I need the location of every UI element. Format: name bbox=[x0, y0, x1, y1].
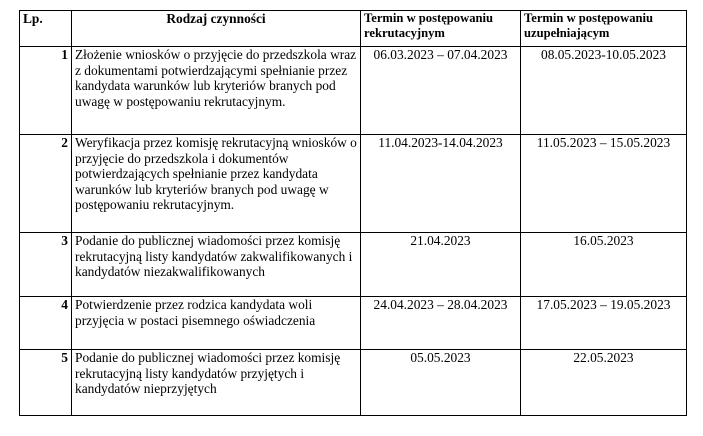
header-lp: Lp. bbox=[20, 11, 72, 47]
row-recruitment-date: 21.04.2023 bbox=[361, 233, 521, 297]
header-recruitment-term: Termin w postępowaniu rekrutacyjnym bbox=[361, 11, 521, 47]
row-number: 2 bbox=[20, 135, 72, 233]
row-supplementary-date: 22.05.2023 bbox=[521, 350, 687, 416]
row-recruitment-date: 06.03.2023 – 07.04.2023 bbox=[361, 47, 521, 135]
table-row bbox=[20, 47, 687, 135]
row-recruitment-date: 24.04.2023 – 28.04.2023 bbox=[361, 297, 521, 350]
header-activity: Rodzaj czynności bbox=[72, 11, 361, 47]
table-header-row bbox=[20, 11, 687, 47]
recruitment-schedule-table bbox=[19, 10, 687, 416]
row-activity: Potwierdzenie przez rodzica kandydata woli przyjęcia w postaci pisemnego oświadczenia bbox=[72, 297, 361, 350]
table-row bbox=[20, 233, 687, 297]
row-recruitment-date: 05.05.2023 bbox=[361, 350, 521, 416]
table-row bbox=[20, 350, 687, 416]
row-number: 3 bbox=[20, 233, 72, 297]
table-row bbox=[20, 297, 687, 350]
header-supplementary-term: Termin w postępowaniu uzupełniającym bbox=[521, 11, 687, 47]
table-row bbox=[20, 135, 687, 233]
row-activity: Złożenie wniosków o przyjęcie do przedszkola wraz z dokumentami potwierdzającymi spełnianie przez kandydata warunków lub kryteriów branych pod uwagę w postępowaniu rekrutacyjnym. bbox=[72, 47, 361, 135]
row-number: 5 bbox=[20, 350, 72, 416]
row-supplementary-date: 17.05.2023 – 19.05.2023 bbox=[521, 297, 687, 350]
row-supplementary-date: 11.05.2023 – 15.05.2023 bbox=[521, 135, 687, 233]
row-activity: Podanie do publicznej wiadomości przez komisję rekrutacyjną listy kandydatów przyjętych i kandydatów nieprzyjętych bbox=[72, 350, 361, 416]
row-supplementary-date: 08.05.2023-10.05.2023 bbox=[521, 47, 687, 135]
row-supplementary-date: 16.05.2023 bbox=[521, 233, 687, 297]
row-number: 4 bbox=[20, 297, 72, 350]
row-recruitment-date: 11.04.2023-14.04.2023 bbox=[361, 135, 521, 233]
row-number: 1 bbox=[20, 47, 72, 135]
row-activity: Weryfikacja przez komisję rekrutacyjną wniosków o przyjęcie do przedszkola i dokumentów potwierdzających spełnianie przez kandydata warunków lub kryteriów branych pod uwagę w postępowaniu rekrutacyjnym. bbox=[72, 135, 361, 233]
row-activity: Podanie do publicznej wiadomości przez komisję rekrutacyjną listy kandydatów zakwalifikowanych i kandydatów niezakwalifikowanych bbox=[72, 233, 361, 297]
